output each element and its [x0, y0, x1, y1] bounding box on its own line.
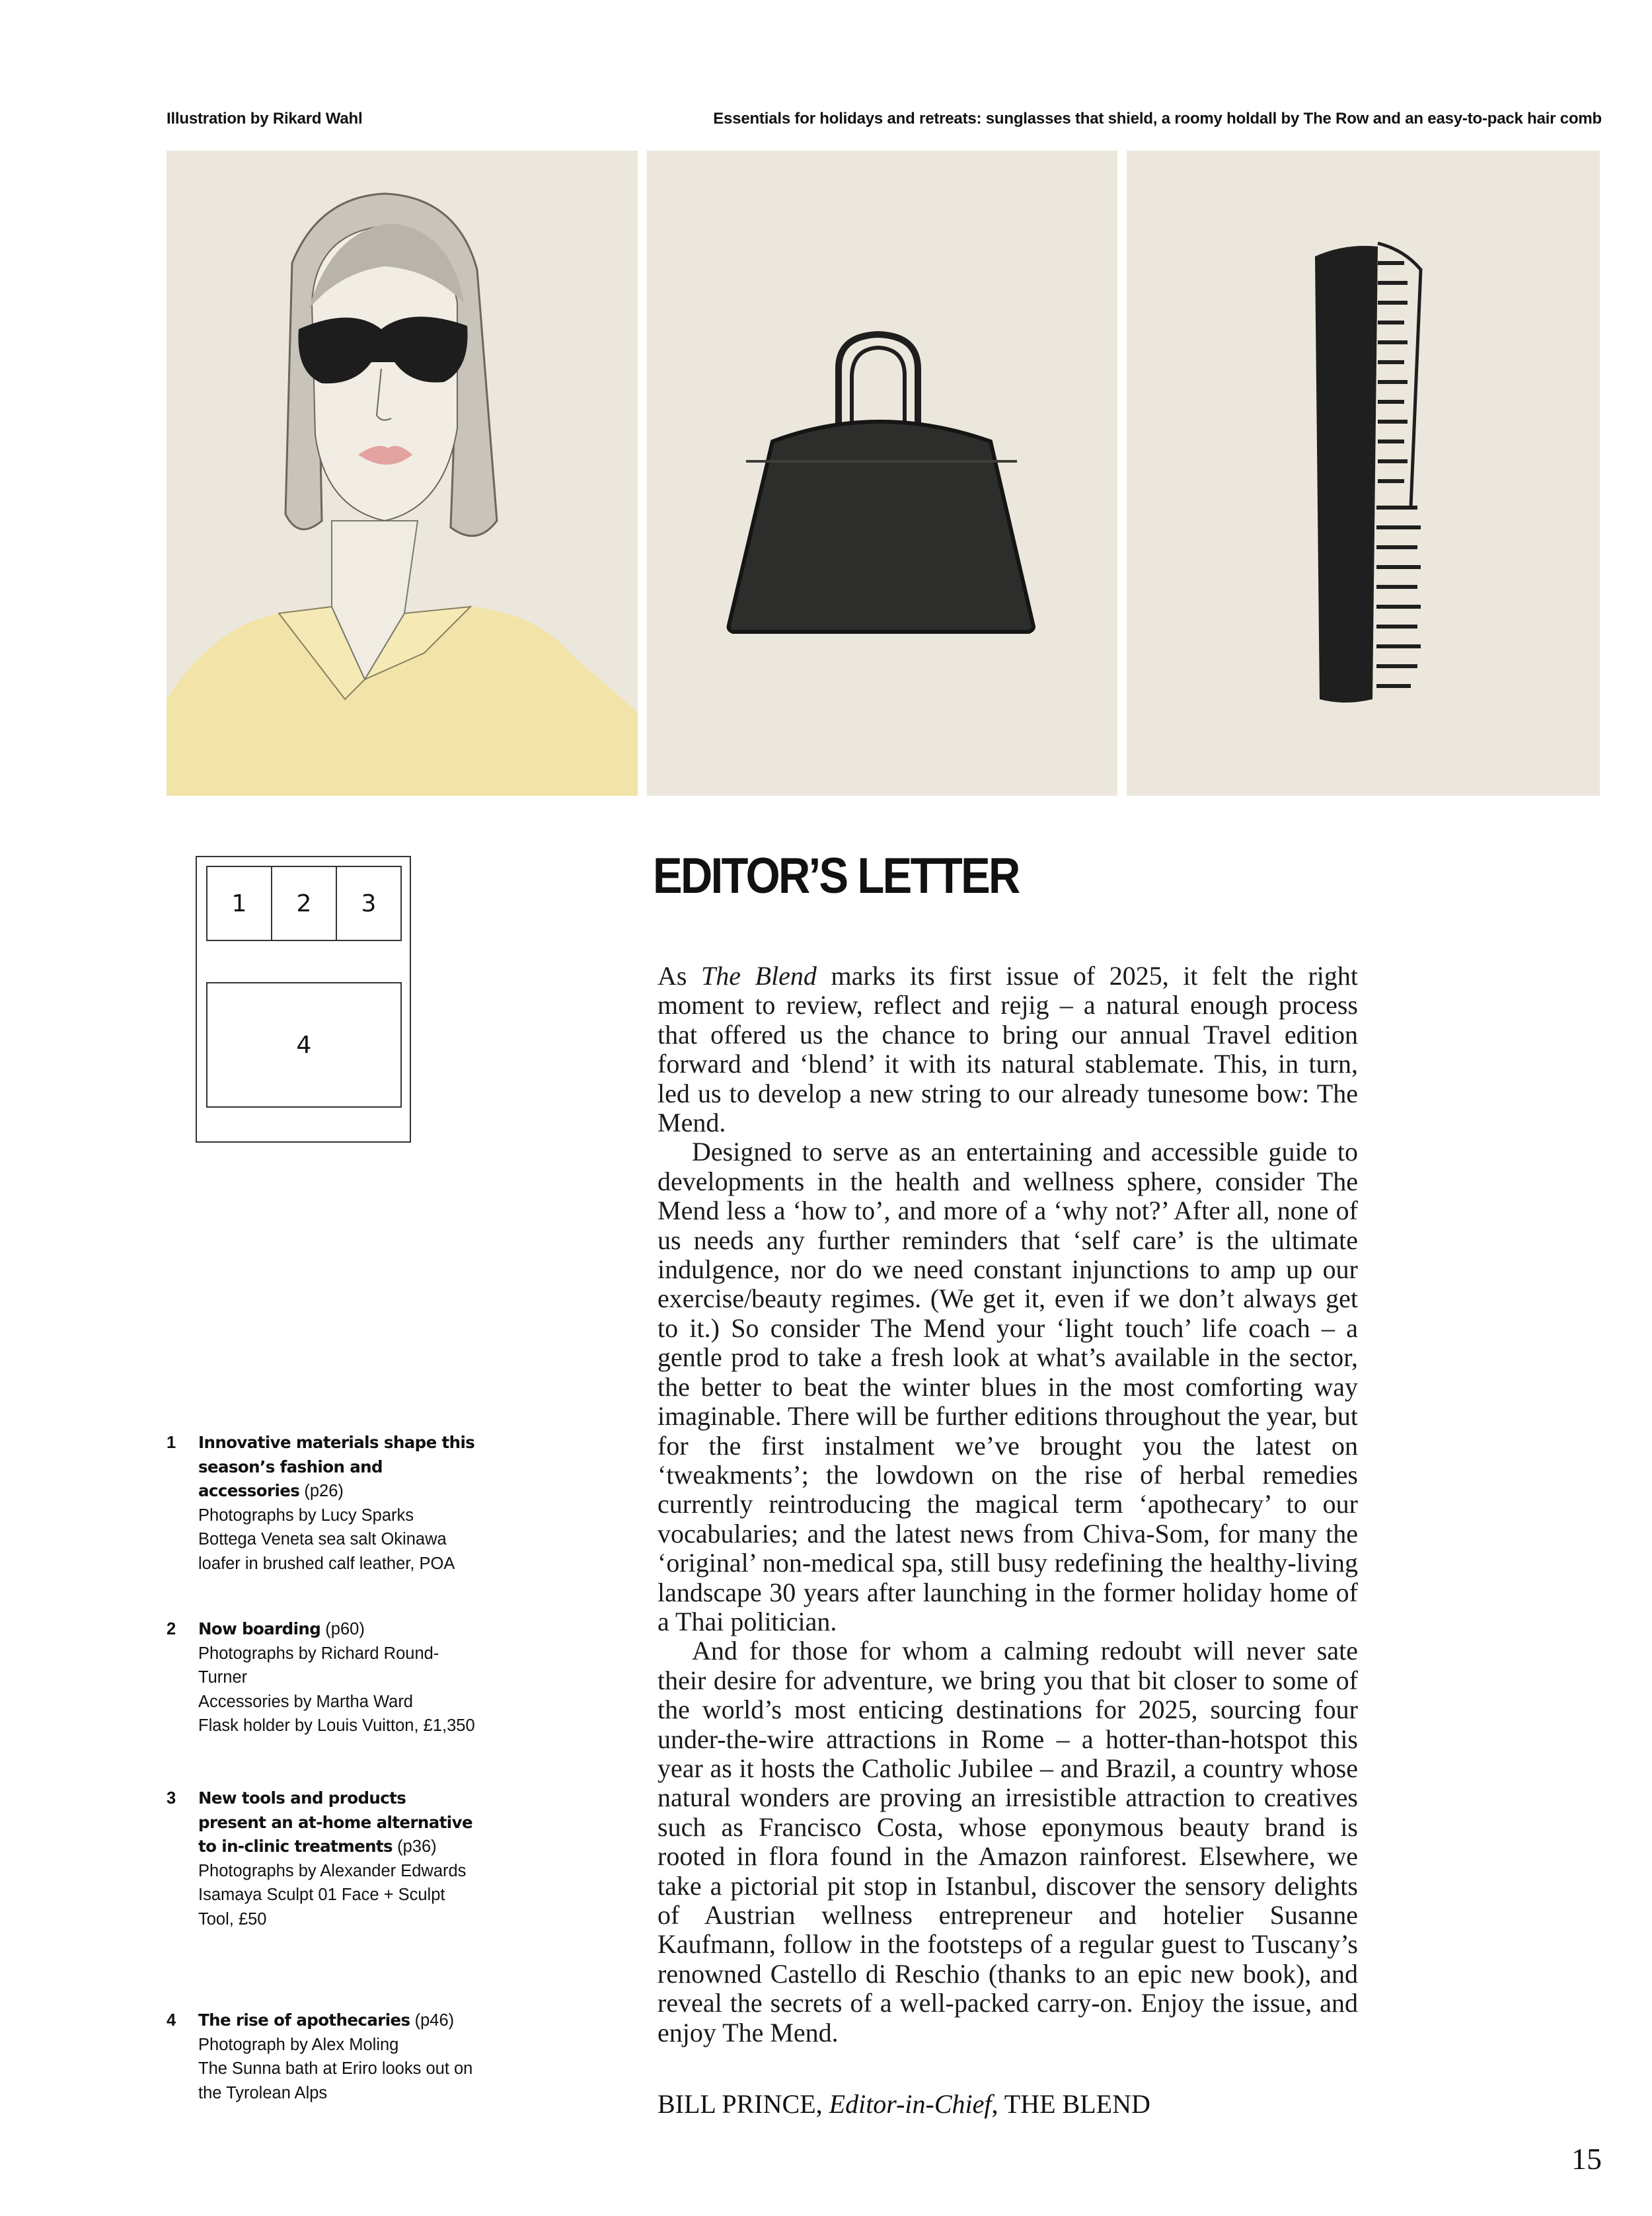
key-cell-3: 3	[336, 866, 402, 941]
illustration-comb	[1127, 151, 1600, 796]
paragraph-1: As The Blend marks its first issue of 2025, it felt the right moment to review, reflect and rejig – a natural enough process that offered us the chance to bring our annual Travel edition forward and ‘blend’ it with its natural stablemate. This, in turn, led us to develop a new string to our already tunesome bow: The Mend.	[657, 961, 1358, 1138]
page-number: 15	[1571, 2142, 1602, 2176]
paragraph-2: Designed to serve as an entertaining and accessible guide to developments in the health and wellness sphere, consider The Mend less a ‘how to’, and more of a ‘why not?’ After all, none of us needs any further reminders that ‘self care’ is the ultimate indulgence, nor do we need constant injunctions to amp up our exercise/beauty regimes. (We get it, even if we don’t always get to it.) So consider The Mend your ‘light touch’ life coach – a gentle prod to take a fresh look at what’s available in the sector, the better to beat the winter blues in the most comforting way imaginable. There will be further editions throughout the year, but for the first instalment we’ve brought you the latest on ‘tweakments’; the lowdown on the rise of herbal remedies currently reintroducing the magical term ‘apothecary’ to our vocabularies; and the latest news from Chiva-Som, for many the ‘original’ non-medical spa, still busy redefining the healthy-living landscape 30 years after launching in the former holiday home of a Thai politician.	[657, 1137, 1358, 1636]
sunglasses-portrait-drawing	[167, 151, 638, 796]
credit-item-4: 4 The rise of apothecaries (p46) Photograph by Alex Moling The Sunna bath at Eriro looks out on the Tyrolean Alps	[167, 2010, 473, 2102]
credit-item-1: 1 Innovative materials shape this season’s fashion and accessories (p26) Photographs by Lucy Sparks Bottega Veneta sea salt Okinawa loafer in brushed calf leather, POA	[167, 1433, 475, 1573]
credit-item-2: 2 Now boarding (p60) Photographs by Richard Round-Turner Accessories by Martha Ward Flask holder by Louis Vuitton, £1,350	[167, 1619, 475, 1735]
holdall-bag-drawing	[647, 151, 1117, 796]
essentials-caption: Essentials for holidays and retreats: sunglasses that shield, a roomy holdall by The Row and an easy-to-pack hair comb	[713, 110, 1602, 128]
key-cell-2: 2	[271, 866, 337, 941]
illustration-holdall	[647, 151, 1117, 796]
signoff: BILL PRINCE, Editor-in-Chief, THE BLEND	[657, 2089, 1150, 2119]
image-key-diagram	[196, 856, 411, 1143]
credit-item-3: 3 New tools and products present an at-home alternative to in-clinic treatments (p36) Photographs by Alexander Edwards Isamaya Sculpt 01 Face + Sculpt Tool, £50	[167, 1788, 472, 1929]
key-cell-1: 1	[206, 866, 272, 941]
illustration-credit: Illustration by Rikard Wahl	[167, 110, 363, 128]
key-cell-4: 4	[206, 982, 402, 1108]
comb-drawing	[1127, 151, 1600, 796]
editors-letter-body	[657, 962, 1358, 2047]
page-title: EDITOR’S LETTER	[653, 848, 1019, 904]
paragraph-3: And for those for whom a calming redoubt will never sate their desire for adventure, we bring you that bit closer to some of the world’s most enticing destinations for 2025, sourcing four under-the-wire attractions in Rome – a hotter-than-hotspot this year as it hosts the Catholic Jubilee – and Brazil, a country whose natural wonders are proving an irresistible attraction to creatives such as Francisco Costa, whose eponymous beauty brand is rooted in flora found in the Amazon rainforest. Elsewhere, we take a pictorial pit stop in Istanbul, discover the sensory delights of Austrian wellness entrepreneur and hotelier Susanne Kaufmann, follow in the footsteps of a regular guest to Tuscany’s renowned Castello di Reschio (thanks to an epic new book), and reveal the secrets of a well-packed carry-on. Enjoy the issue, and enjoy The Mend.	[657, 1636, 1358, 2047]
illustration-portrait	[167, 151, 638, 796]
